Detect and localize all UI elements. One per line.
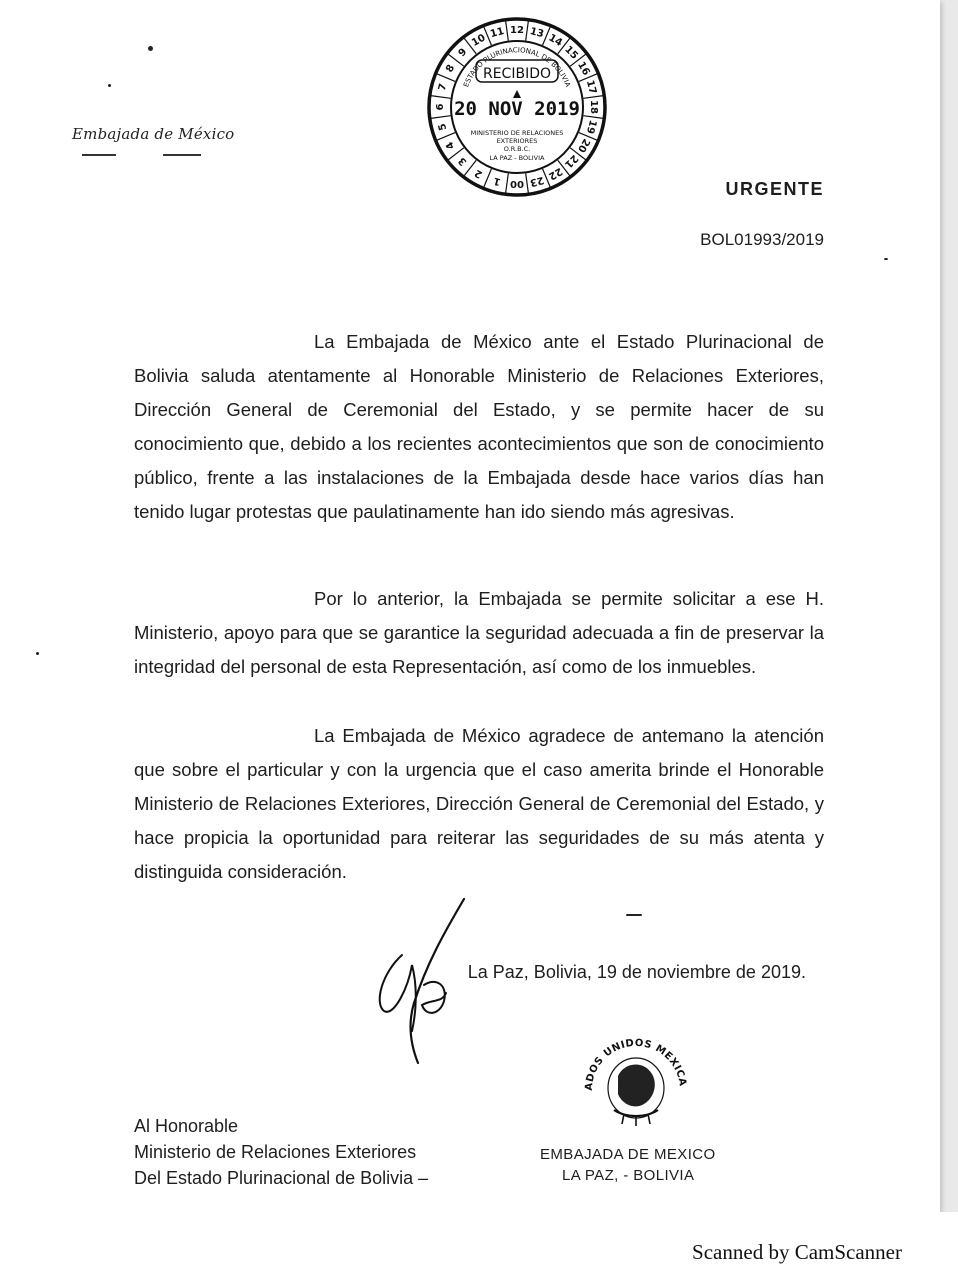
- scan-speck: [36, 652, 39, 655]
- place-and-date: La Paz, Bolivia, 19 de noviembre de 2019.: [467, 962, 806, 982]
- stamp-day-divider: [583, 116, 603, 119]
- stamp-day-divider: [484, 169, 492, 188]
- addressee-block: [134, 1113, 428, 1191]
- stamp-day-number: 5: [436, 121, 450, 132]
- handwritten-signature: [372, 893, 482, 1073]
- embassy-seal: [572, 1018, 700, 1136]
- priority-label: URGENTE: [725, 179, 824, 199]
- embassy-caption-line: EMBAJADA DE MEXICO: [540, 1146, 716, 1163]
- stamp-day-number: 19: [583, 118, 599, 135]
- stamp-day-number: 9: [456, 46, 470, 60]
- letterhead-rule: [163, 154, 201, 156]
- stamp-day-number: 1: [492, 174, 503, 188]
- stamp-label: RECIBIDO: [482, 66, 552, 82]
- stamp-day-number: 17: [583, 79, 599, 96]
- stamp-day-number: 14: [546, 32, 565, 49]
- stamp-day-divider: [583, 96, 603, 99]
- addressee-line: Al Honorable: [134, 1116, 239, 1136]
- stamp-day-divider: [431, 116, 451, 119]
- addressee-line: Del Estado Plurinacional de Bolivia –: [134, 1168, 429, 1188]
- stamp-org-line: LA PAZ - BOLIVIA: [489, 154, 545, 162]
- scan-speck: [884, 258, 888, 260]
- stamp-day-divider: [526, 21, 529, 41]
- stamp-day-number: 00: [510, 178, 524, 189]
- scan-speck: [626, 914, 642, 916]
- scan-speck: [108, 84, 111, 87]
- stamp-day-divider: [506, 173, 509, 193]
- stamp-day-number: 21: [562, 152, 580, 170]
- stamp-day-number: 18: [588, 100, 599, 114]
- stamp-day-number: 2: [472, 166, 485, 180]
- stamp-day-number: 10: [469, 32, 488, 49]
- stamp-day-number: 22: [546, 165, 565, 182]
- stamp-day-number: 6: [435, 103, 446, 111]
- embassy-caption-line: LA PAZ, - BOLIVIA: [562, 1167, 695, 1184]
- stamp-day-divider: [526, 173, 529, 193]
- stamp-day-number: 13: [528, 25, 545, 41]
- stamp-day-number: 23: [528, 173, 545, 189]
- stamp-day-number: 15: [562, 44, 580, 62]
- seal-ring-text: ADOS UNIDOS MEXICA: [583, 1037, 688, 1091]
- stamp-day-divider: [431, 96, 451, 99]
- addressee-line: Ministerio de Relaciones Exteriores: [134, 1142, 417, 1162]
- stamp-day-number: 16: [575, 59, 592, 78]
- stamp-org-line: O.R.B.C.: [503, 145, 531, 153]
- stamp-day-divider: [437, 133, 456, 141]
- stamp-day-divider: [506, 21, 509, 41]
- stamp-date: 20 NOV 2019: [454, 98, 580, 120]
- body-paragraph-2: Por lo anterior, la Embajada se permite solicitar a ese H. Ministerio, apoyo para que se garantice la seguridad adecuada a fin de preservar la integridad del personal de esta Representación, así como de los inmuebles.: [134, 588, 824, 677]
- body-paragraph-3: La Embajada de México agradece de antemano la atención que sobre el particular y con la urgencia que el caso amerita brinde el Honorable Ministerio de Relaciones Exteriores, Dirección General de Ceremonial del Estado, y hace propicia la oportunidad para reiterar las seguridades de su más atenta y distinguida consideración.: [134, 725, 824, 882]
- stamp-org-line: EXTERIORES: [496, 137, 538, 145]
- stamp-org-line: MINISTERIO DE RELACIONES: [470, 129, 564, 137]
- reference-number: BOL01993/2019: [700, 230, 824, 249]
- body-paragraph-1: La Embajada de México ante el Estado Plurinacional de Bolivia saluda atentamente al Honorable Ministerio de Relaciones Exteriores, Dirección General de Ceremonial del Estado, y se permite hacer de su conocimiento que, debido a los recientes acontecimientos que son de conocimiento público, frente a las instalaciones de la Embajada desde hace varios días han tenido lugar protestas que paulatinamente han ido siendo más agresivas.: [134, 331, 824, 522]
- letterhead: Embajada de México: [72, 125, 235, 143]
- stamp-day-number: 11: [489, 25, 506, 41]
- stamp-day-number: 20: [575, 136, 592, 155]
- letterhead-rule: [82, 154, 116, 156]
- received-stamp: [422, 12, 612, 202]
- stamp-day-divider: [437, 74, 456, 82]
- stamp-day-number: 7: [436, 82, 450, 93]
- stamp-day-number: 8: [444, 62, 458, 75]
- stamp-org-top: ESTADO PLURINACIONAL DE BOLIVIA: [462, 46, 572, 89]
- embassy-caption: [540, 1144, 716, 1186]
- stamp-day-number: 3: [456, 154, 470, 168]
- scan-speck: [148, 46, 153, 51]
- stamp-day-number: 4: [444, 139, 458, 152]
- stamp-day-number: 12: [510, 25, 524, 36]
- scanner-watermark: Scanned by CamScanner: [692, 1240, 902, 1264]
